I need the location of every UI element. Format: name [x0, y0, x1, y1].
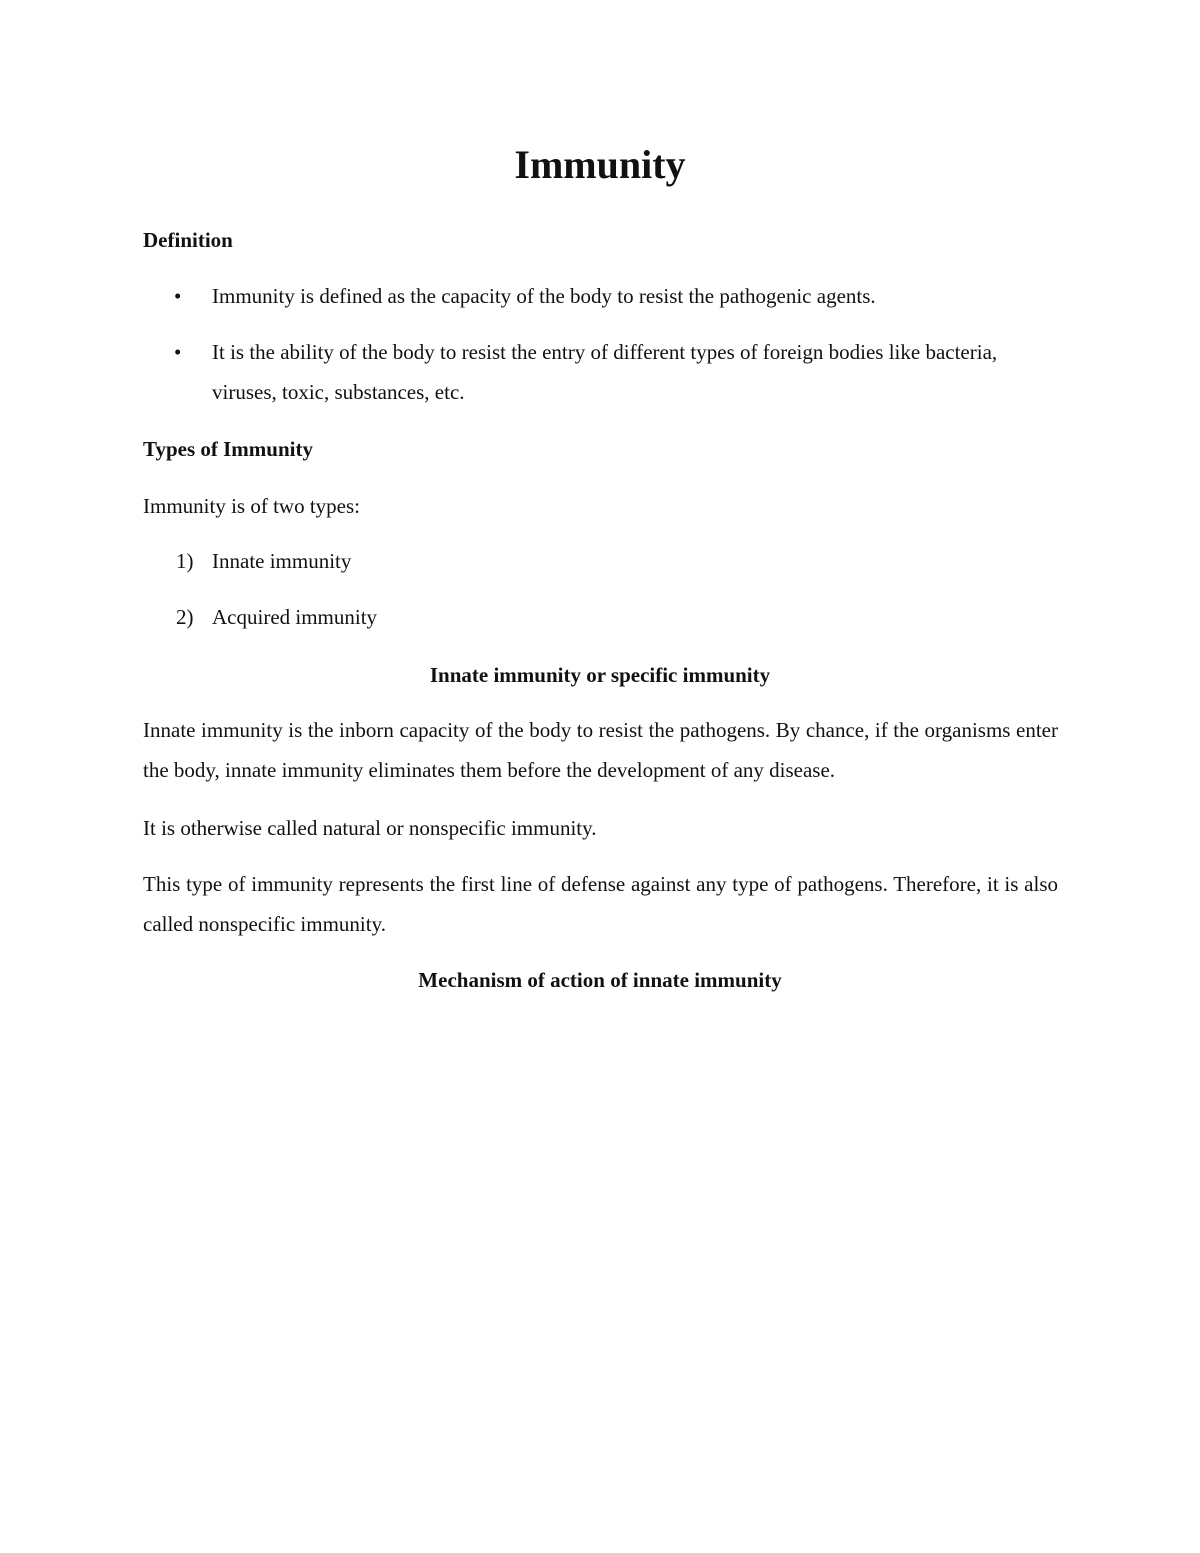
types-heading: Types of Immunity: [143, 437, 313, 461]
innate-paragraph: It is otherwise called natural or nonspecific immunity.: [143, 816, 597, 840]
list-item-label: Innate immunity: [212, 549, 352, 573]
innate-heading: Innate immunity or specific immunity: [429, 663, 771, 687]
bullet-icon: •: [174, 340, 182, 364]
definition-bullet-text: It is the ability of the body to resist the entry of different types of foreign bodies like bacteria, viruses, toxic, substances, etc.: [212, 340, 998, 404]
mechanism-heading: Mechanism of action of innate immunity: [418, 968, 782, 992]
page-title: Immunity: [514, 142, 686, 187]
types-intro: Immunity is of two types:: [143, 494, 360, 518]
innate-paragraph: This type of immunity represents the first line of defense against any type of pathogens. Therefore, it is also called nonspecific immunity.: [143, 872, 1058, 936]
bullet-icon: •: [174, 284, 182, 308]
list-item-label: Acquired immunity: [212, 605, 378, 629]
list-number: 1): [176, 549, 194, 573]
definition-bullet-text: Immunity is defined as the capacity of the body to resist the pathogenic agents.: [212, 284, 876, 308]
list-number: 2): [176, 605, 194, 629]
definition-heading: Definition: [143, 228, 233, 252]
innate-paragraph: Innate immunity is the inborn capacity of the body to resist the pathogens. By chance, if the organisms enter the body, innate immunity eliminates them before the development of any disease.: [143, 718, 1058, 782]
